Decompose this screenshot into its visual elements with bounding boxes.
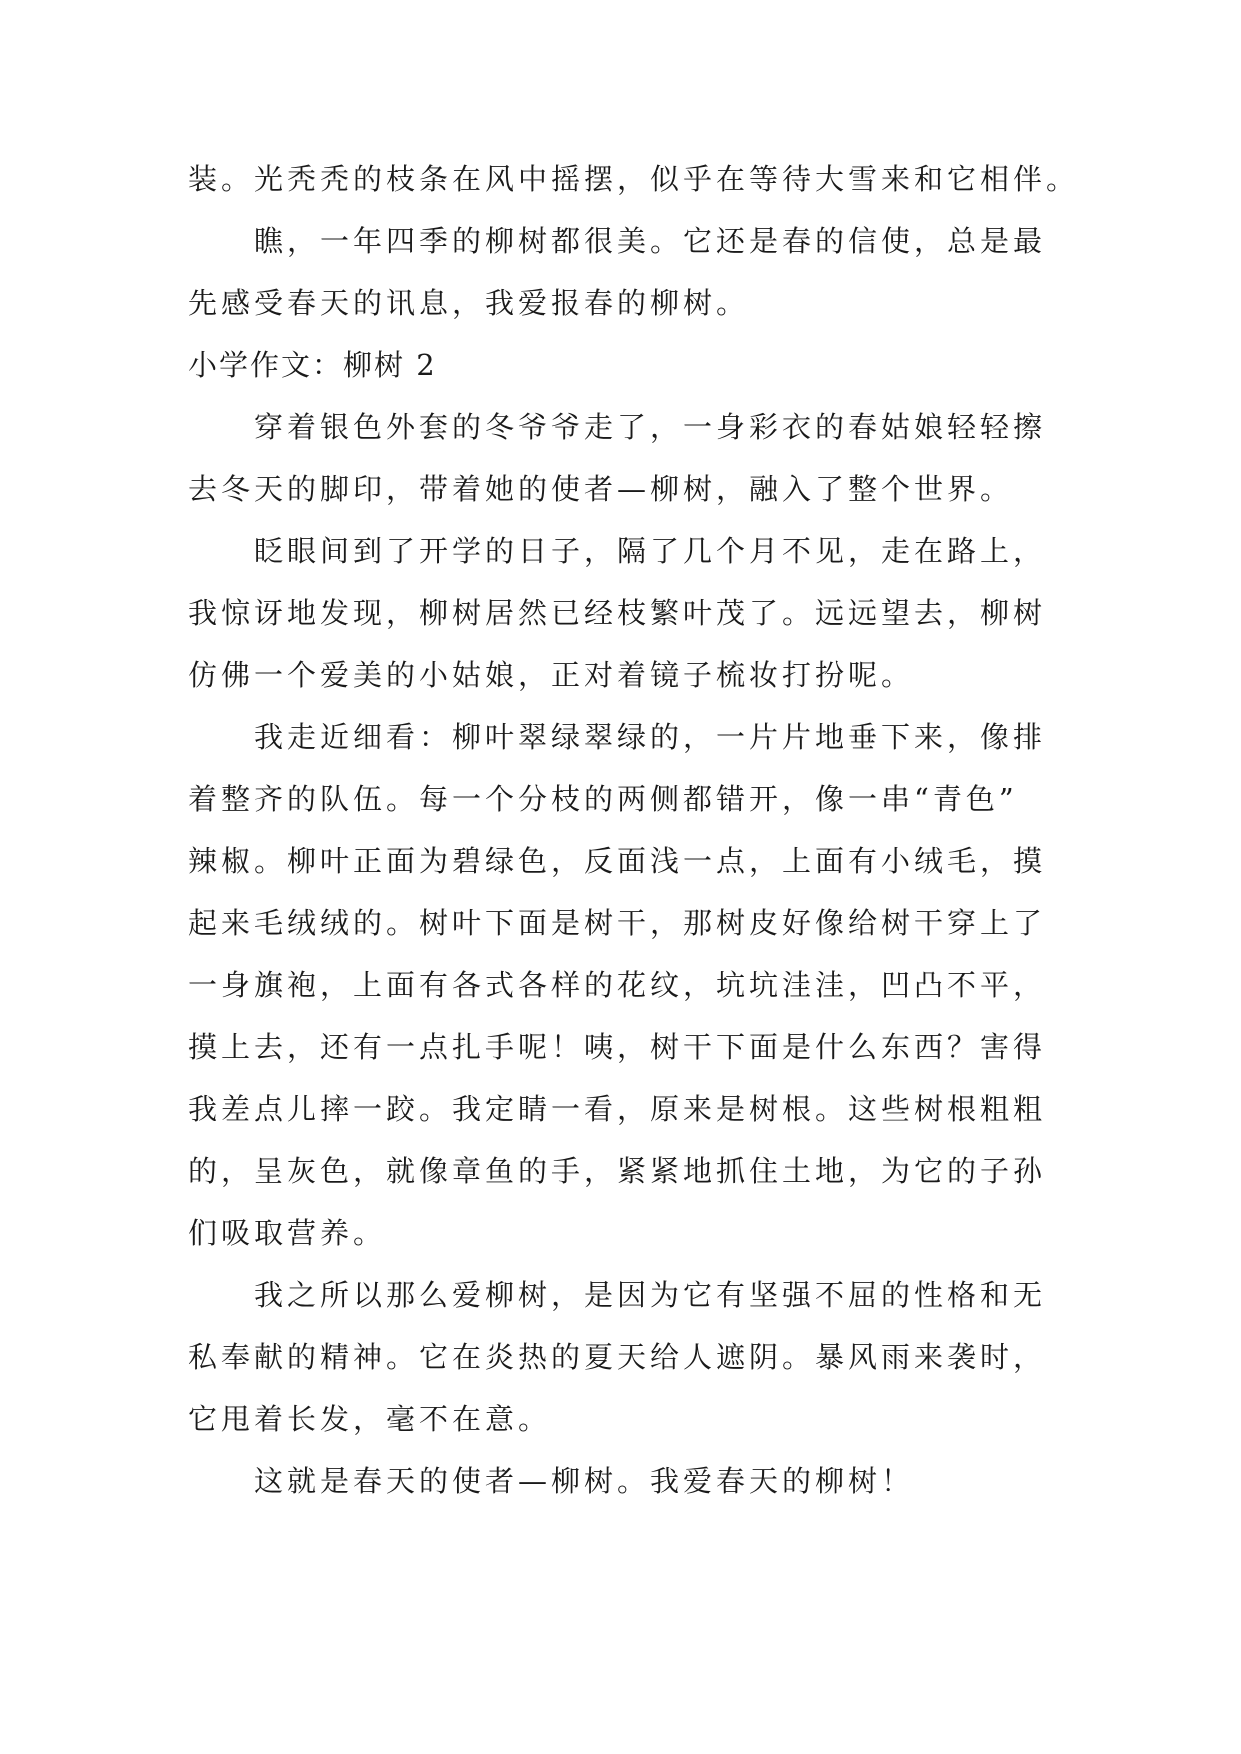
text-line: 我走近细看：柳叶翠绿翠绿的，一片片地垂下来，像排 bbox=[254, 720, 1047, 754]
text-line: 它甩着长发，毫不在意。 bbox=[188, 1402, 552, 1436]
text-line: 去冬天的脚印，带着她的使者—柳树，融入了整个世界。 bbox=[188, 472, 1014, 506]
text-line: 的，呈灰色，就像章鱼的手，紧紧地抓住土地，为它的子孙 bbox=[188, 1154, 1047, 1188]
text-line: 这就是春天的使者—柳树。我爱春天的柳树！ bbox=[254, 1464, 915, 1498]
text-line: 瞧，一年四季的柳树都很美。它还是春的信使，总是最 bbox=[254, 224, 1047, 258]
text-line: 我之所以那么爱柳树，是因为它有坚强不屈的性格和无 bbox=[254, 1278, 1047, 1312]
text-line: 仿佛一个爱美的小姑娘，正对着镜子梳妆打扮呢。 bbox=[188, 658, 915, 692]
text-line: 起来毛绒绒的。树叶下面是树干，那树皮好像给树干穿上了 bbox=[188, 906, 1047, 940]
text-line: 眨眼间到了开学的日子，隔了几个月不见，走在路上， bbox=[254, 534, 1047, 568]
text-line: 穿着银色外套的冬爷爷走了，一身彩衣的春姑娘轻轻擦 bbox=[254, 410, 1047, 444]
document-page bbox=[188, 148, 1080, 1512]
text-line: 辣椒。柳叶正面为碧绿色，反面浅一点，上面有小绒毛，摸 bbox=[188, 844, 1047, 878]
text-line: 我差点儿摔一跤。我定睛一看，原来是树根。这些树根粗粗 bbox=[188, 1092, 1047, 1126]
text-line: 一身旗袍，上面有各式各样的花纹，坑坑洼洼，凹凸不平， bbox=[188, 968, 1047, 1002]
text-line: 们吸取营养。 bbox=[188, 1216, 387, 1250]
text-line: 先感受春天的讯息，我爱报春的柳树。 bbox=[188, 286, 750, 320]
text-line: 着整齐的队伍。每一个分枝的两侧都错开，像一串“青色” bbox=[188, 782, 1018, 816]
text-line: 摸上去，还有一点扎手呢！咦，树干下面是什么东西？害得 bbox=[188, 1030, 1047, 1064]
article-title: 小学作文：柳树 2 bbox=[188, 348, 437, 382]
text-line: 我惊讶地发现，柳树居然已经枝繁叶茂了。远远望去，柳树 bbox=[188, 596, 1047, 630]
text-line: 私奉献的精神。它在炎热的夏天给人遮阴。暴风雨来袭时， bbox=[188, 1340, 1047, 1374]
text-line: 装。光秃秃的枝条在风中摇摆，似乎在等待大雪来和它相伴。 bbox=[188, 162, 1080, 196]
